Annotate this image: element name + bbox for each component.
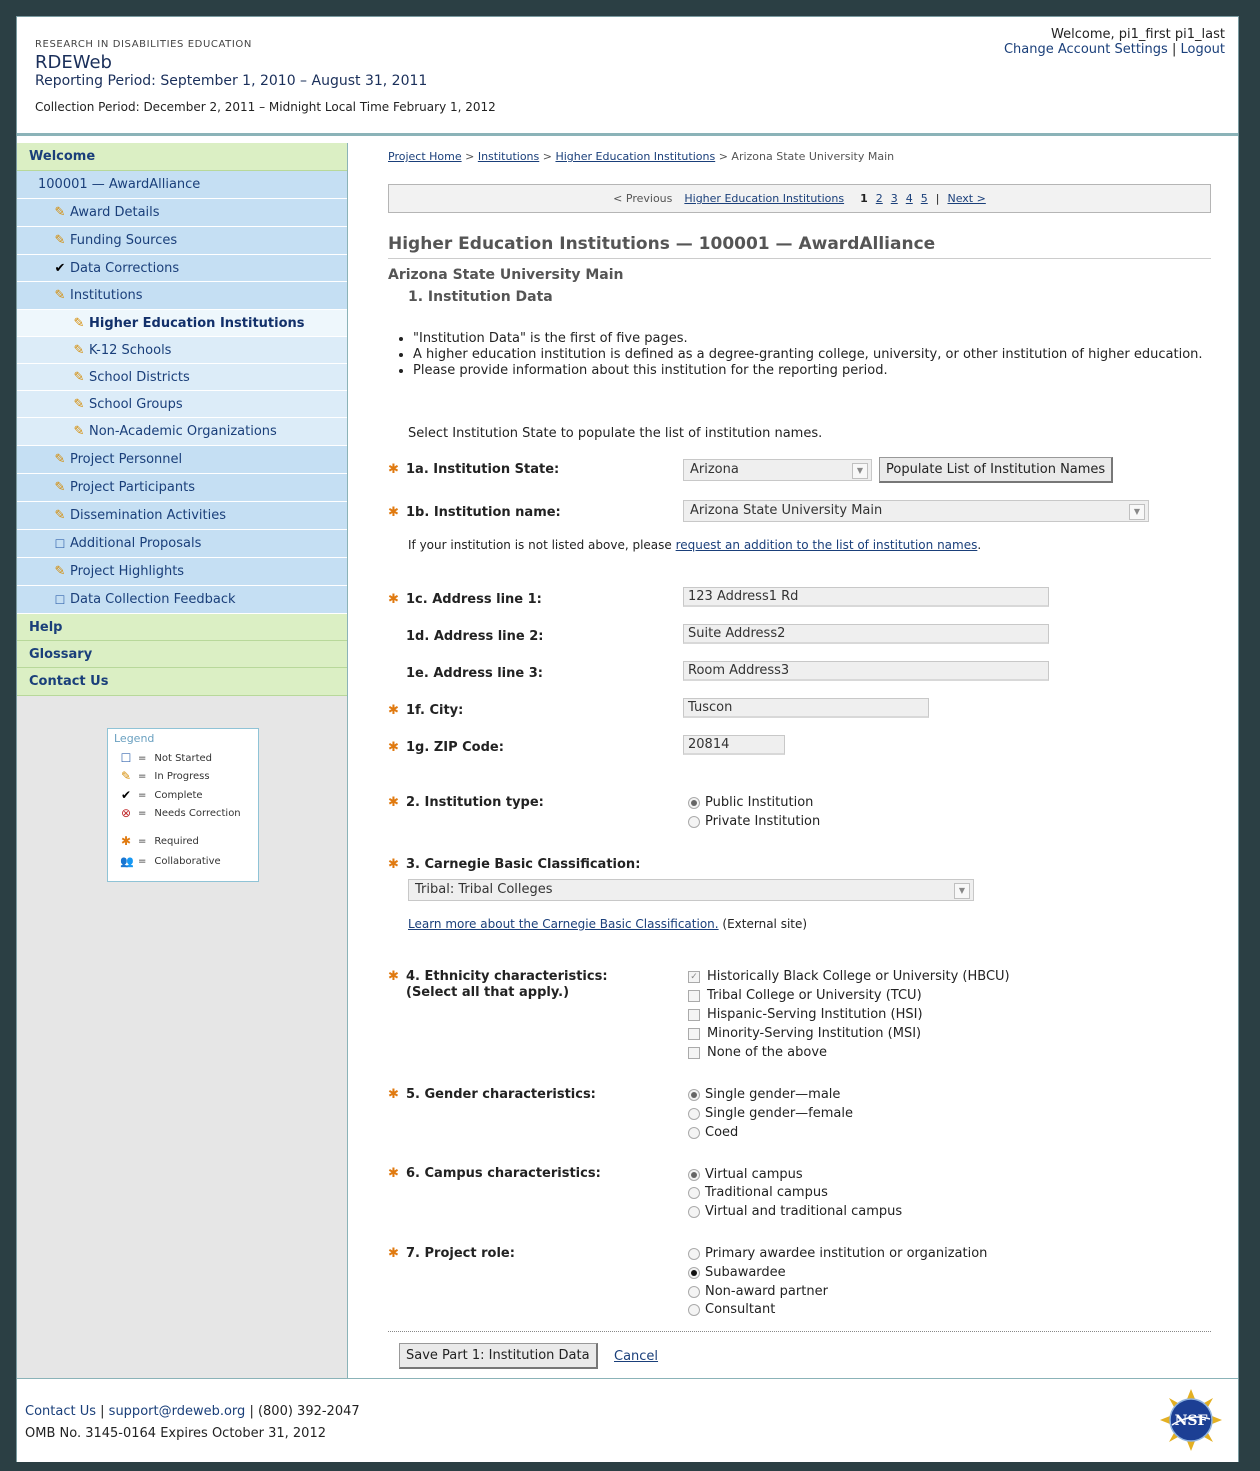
question-text: 7. Project role: xyxy=(406,1246,515,1261)
option-label: None of the above xyxy=(707,1045,828,1060)
footer-contact-line xyxy=(25,1404,360,1419)
option-label: Single gender—female xyxy=(705,1106,853,1121)
asterisk-icon: ✱ xyxy=(388,1087,399,1102)
option-label: Single gender—male xyxy=(705,1087,841,1102)
ethnicity-hbcu-checkbox[interactable] xyxy=(688,969,1010,984)
question-text: 5. Gender characteristics: xyxy=(406,1087,596,1102)
nav-label: Non-Academic Organizations xyxy=(89,424,277,439)
pencil-icon: ✎ xyxy=(54,205,66,220)
radio-control xyxy=(688,1248,700,1260)
question-subtext: (Select all that apply.) xyxy=(406,985,570,1000)
nav-data-corrections[interactable] xyxy=(17,255,347,282)
page-title: Higher Education Institutions — 100001 — AwardAlliance xyxy=(388,234,1211,259)
option-label: Subawardee xyxy=(705,1265,786,1280)
crumb-hei[interactable]: Higher Education Institutions xyxy=(555,150,716,163)
question-text: 1g. ZIP Code: xyxy=(406,740,504,755)
legend-row xyxy=(118,751,212,765)
legend-row xyxy=(118,769,210,783)
nav-higher-education[interactable] xyxy=(17,310,347,337)
q1c-label xyxy=(388,592,542,607)
pencil-icon: ✎ xyxy=(73,396,85,412)
separator: | xyxy=(100,1404,105,1419)
intro-list xyxy=(400,331,1203,379)
not-listed-note xyxy=(408,538,981,552)
nav-label: Welcome xyxy=(29,149,96,164)
option-label: Virtual and traditional campus xyxy=(705,1204,903,1219)
pencil-icon: ✎ xyxy=(73,424,85,439)
check-icon: ✔ xyxy=(120,788,132,802)
breadcrumb xyxy=(388,150,894,163)
nav-label: School Groups xyxy=(89,396,183,412)
option-label: Traditional campus xyxy=(705,1185,828,1200)
nav-label: Project Highlights xyxy=(70,564,185,579)
cancel-link[interactable]: Cancel xyxy=(614,1349,659,1364)
carnegie-link[interactable]: Learn more about the Carnegie Basic Classification. xyxy=(408,917,719,931)
welcome-text: Welcome, pi1_first pi1_last xyxy=(1051,27,1225,42)
legend-row xyxy=(118,834,199,848)
radio-control xyxy=(688,1267,700,1279)
pencil-icon: ✎ xyxy=(54,564,66,579)
role-primary-radio[interactable] xyxy=(688,1246,987,1261)
nav-label: School Districts xyxy=(89,369,190,385)
radio-control xyxy=(688,816,700,828)
option-label: Historically Black College or University (HBCU) xyxy=(707,969,1010,984)
change-account-link[interactable]: Change Account Settings xyxy=(1003,42,1168,57)
legend-eq: = xyxy=(138,770,147,782)
nav-label: Award Details xyxy=(70,205,160,220)
radio-control xyxy=(688,1206,700,1218)
campus-both-radio[interactable] xyxy=(688,1204,902,1219)
institution-heading: Arizona State University Main xyxy=(388,267,624,283)
checkbox-control xyxy=(688,990,700,1002)
crumb-institutions[interactable]: Institutions xyxy=(477,150,540,163)
asterisk-icon: ✱ xyxy=(388,795,399,810)
reporting-period: Reporting Period: September 1, 2010 – August 31, 2011 xyxy=(35,73,428,89)
q1f-label xyxy=(388,703,463,718)
nav-contact[interactable] xyxy=(17,668,347,696)
address-line1-input[interactable]: 123 Address1 Rd xyxy=(683,587,1049,607)
ethnicity-none-checkbox[interactable] xyxy=(688,1045,827,1060)
nav-label: Dissemination Activities xyxy=(70,508,226,523)
pager-section-link[interactable]: Higher Education Institutions xyxy=(684,192,845,205)
q3-label xyxy=(388,857,640,872)
people-icon: 👥 xyxy=(120,855,132,868)
nav-funding-sources[interactable] xyxy=(17,227,347,255)
option-label: Primary awardee institution or organization xyxy=(705,1246,988,1261)
radio-control xyxy=(688,1187,700,1199)
intro-item: • "Institution Data" is the first of five pages. xyxy=(413,331,1203,347)
city-input[interactable]: Tuscon xyxy=(683,698,929,718)
nav-institutions[interactable] xyxy=(17,282,347,310)
role-consultant-radio[interactable] xyxy=(688,1302,775,1317)
question-text: 2. Institution type: xyxy=(406,795,544,810)
q1b-label xyxy=(388,505,561,520)
legend-label: In Progress xyxy=(154,770,210,782)
question-text: 1e. Address line 3: xyxy=(406,666,543,681)
pencil-icon: ✎ xyxy=(54,508,66,523)
campus-virtual-radio[interactable] xyxy=(688,1167,803,1182)
pager-page-4[interactable]: 4 xyxy=(905,192,913,205)
footer-email-link[interactable]: support@rdeweb.org xyxy=(108,1404,246,1419)
nav-project-participants[interactable] xyxy=(17,474,347,502)
gender-female-radio[interactable] xyxy=(688,1106,853,1121)
pencil-icon: ✎ xyxy=(54,288,66,303)
crumb-current: Arizona State University Main xyxy=(731,150,895,163)
option-label: Virtual campus xyxy=(705,1167,803,1182)
pencil-icon: ✎ xyxy=(54,480,66,495)
option-label: Hispanic-Serving Institution (HSI) xyxy=(707,1007,923,1022)
ethnicity-tcu-checkbox[interactable] xyxy=(688,988,922,1003)
asterisk-icon: ✱ xyxy=(388,462,399,477)
separator: | xyxy=(249,1404,254,1419)
carnegie-select[interactable] xyxy=(408,879,974,901)
asterisk-icon: ✱ xyxy=(388,505,399,520)
footer-omb: OMB No. 3145-0164 Expires October 31, 2012 xyxy=(25,1426,326,1441)
role-subawardee-radio[interactable] xyxy=(688,1265,786,1280)
radio-control xyxy=(688,1089,700,1101)
nav-label: Institutions xyxy=(70,288,143,303)
nav-additional-proposals[interactable] xyxy=(17,530,347,558)
request-addition-link[interactable]: request an addition to the list of institution names xyxy=(675,538,978,552)
asterisk-icon: ✱ xyxy=(120,834,132,848)
account-area xyxy=(1004,27,1225,57)
note-text: If your institution is not listed above, please xyxy=(408,538,672,552)
nav-label: Glossary xyxy=(29,646,93,662)
question-text: 1d. Address line 2: xyxy=(406,629,544,644)
legend-label: Needs Correction xyxy=(154,807,241,819)
app-title: RDEWeb xyxy=(35,52,112,73)
separator: | xyxy=(1171,42,1177,57)
nsf-logo-icon xyxy=(1160,1389,1222,1451)
nav-label: Data Collection Feedback xyxy=(70,592,236,607)
box-icon: ☐ xyxy=(54,592,66,607)
crumb-sep: > xyxy=(465,150,475,163)
org-name: RESEARCH IN DISABILITIES EDUCATION xyxy=(35,39,252,50)
radio-control xyxy=(688,1286,700,1298)
role-nonaward-radio[interactable] xyxy=(688,1284,828,1299)
q1e-label xyxy=(388,666,543,681)
box-icon: ☐ xyxy=(120,751,132,765)
select-value: Tribal: Tribal Colleges xyxy=(415,882,553,897)
option-label: Non-award partner xyxy=(705,1284,828,1299)
nav-label: Higher Education Institutions xyxy=(89,315,305,331)
institution-name-select[interactable] xyxy=(683,500,1149,522)
pencil-icon: ✎ xyxy=(54,233,66,248)
legend-eq: = xyxy=(138,789,147,801)
chevron-down-icon: ▼ xyxy=(852,463,868,479)
q7-label xyxy=(388,1246,515,1261)
option-label: Tribal College or University (TCU) xyxy=(707,988,922,1003)
footer-contact-link[interactable]: Contact Us xyxy=(25,1404,96,1419)
nav-label: Funding Sources xyxy=(70,233,178,248)
q6-label xyxy=(388,1166,601,1181)
external-note: (External site) xyxy=(722,917,808,931)
legend-label: Not Started xyxy=(154,752,213,764)
nav-label: Project Personnel xyxy=(70,452,183,467)
nav-school-groups[interactable] xyxy=(17,391,347,418)
nav-project-personnel[interactable] xyxy=(17,446,347,474)
q2-label xyxy=(388,795,544,810)
question-text: 6. Campus characteristics: xyxy=(406,1166,601,1181)
legend-label: Complete xyxy=(154,789,203,801)
q4-sublabel xyxy=(388,985,569,1000)
campus-traditional-radio[interactable] xyxy=(688,1185,828,1200)
section-heading: 1. Institution Data xyxy=(408,289,553,305)
pencil-icon: ✎ xyxy=(73,315,85,331)
checkbox-control xyxy=(688,1047,700,1059)
nav-glossary[interactable] xyxy=(17,641,347,668)
crumb-project-home[interactable]: Project Home xyxy=(388,150,462,163)
collection-period: Collection Period: December 2, 2011 – Midnight Local Time February 1, 2012 xyxy=(35,100,496,114)
institution-state-select[interactable] xyxy=(683,459,872,481)
header xyxy=(17,17,1238,136)
legend-label: Required xyxy=(154,835,199,847)
pager-next[interactable]: Next > xyxy=(947,192,986,205)
question-text: 1c. Address line 1: xyxy=(406,592,542,607)
legend-eq: = xyxy=(138,856,147,867)
zip-input[interactable]: 20814 xyxy=(683,735,785,755)
pencil-icon: ✎ xyxy=(54,452,66,467)
check-icon: ✔ xyxy=(54,260,66,276)
populate-button[interactable]: Populate List of Institution Names xyxy=(879,457,1113,483)
question-text: 1b. Institution name: xyxy=(406,505,561,520)
legend-row xyxy=(118,788,203,802)
pager-sep: | xyxy=(935,192,940,205)
save-button[interactable]: Save Part 1: Institution Data xyxy=(399,1343,598,1369)
legend-box xyxy=(107,728,259,882)
question-text: 1a. Institution State: xyxy=(406,462,560,477)
chevron-down-icon: ▼ xyxy=(954,883,970,899)
pencil-icon: ✎ xyxy=(73,342,85,358)
legend-title: Legend xyxy=(114,732,155,745)
radio-control xyxy=(688,797,700,809)
nav-label: K-12 Schools xyxy=(89,342,172,358)
option-label: Private Institution xyxy=(705,814,821,829)
nav-school-districts[interactable] xyxy=(17,364,347,391)
nav-award-details[interactable] xyxy=(17,199,347,227)
radio-control xyxy=(688,1108,700,1120)
address-line2-input[interactable]: Suite Address2 xyxy=(683,624,1049,644)
question-text: 4. Ethnicity characteristics: xyxy=(406,969,608,984)
asterisk-icon: ✱ xyxy=(388,1246,399,1261)
legend-eq: = xyxy=(138,807,147,819)
pager-page-5[interactable]: 5 xyxy=(920,192,928,205)
nav-help[interactable] xyxy=(17,614,347,641)
pager-previous: < Previous xyxy=(613,192,673,205)
ethnicity-hsi-checkbox[interactable] xyxy=(688,1007,923,1022)
select-value: Arizona State University Main xyxy=(690,503,883,518)
crumb-sep: > xyxy=(718,150,728,163)
option-label: Minority-Serving Institution (MSI) xyxy=(707,1026,922,1041)
q1d-label xyxy=(388,629,543,644)
checkbox-control xyxy=(688,1028,700,1040)
intro-item: • Please provide information about this institution for the reporting period. xyxy=(413,363,1203,379)
checkbox-control xyxy=(688,1009,700,1021)
nav-dissemination[interactable] xyxy=(17,502,347,530)
error-icon: ⊗ xyxy=(120,806,132,820)
checkbox-control: ✓ xyxy=(688,971,700,983)
intro-item: • A higher education institution is defined as a degree-granting college, university, or other institution of higher education. xyxy=(413,347,1203,363)
form-divider xyxy=(388,1331,1211,1332)
pager-page-3[interactable]: 3 xyxy=(890,192,898,205)
legend-label: Collaborative xyxy=(154,856,221,867)
logout-link[interactable]: Logout xyxy=(1180,42,1225,57)
nav-award[interactable] xyxy=(17,171,347,199)
pencil-icon: ✎ xyxy=(73,369,85,385)
legend-row xyxy=(118,806,241,820)
radio-control xyxy=(688,1304,700,1316)
question-text: 3. Carnegie Basic Classification: xyxy=(406,857,641,872)
page-frame xyxy=(16,16,1239,1462)
nav-project-highlights[interactable] xyxy=(17,558,347,586)
legend-eq: = xyxy=(138,835,147,847)
q4-label xyxy=(388,969,608,984)
box-icon: ☐ xyxy=(54,536,66,551)
nav-label: 100001 — AwardAlliance xyxy=(38,177,201,192)
nav-k12-schools[interactable] xyxy=(17,337,347,364)
nav-label: Help xyxy=(29,619,63,635)
type-public-radio[interactable] xyxy=(688,795,813,810)
nav-welcome[interactable] xyxy=(17,143,347,171)
note-period: . xyxy=(977,538,982,552)
q5-label xyxy=(388,1087,596,1102)
option-label: Public Institution xyxy=(705,795,814,810)
type-private-radio[interactable] xyxy=(688,814,820,829)
option-label: Coed xyxy=(705,1125,739,1140)
asterisk-icon: ✱ xyxy=(388,857,399,872)
nav-label: Data Corrections xyxy=(70,260,180,276)
q1g-label xyxy=(388,740,504,755)
svg-text:NSF: NSF xyxy=(1174,1413,1208,1429)
radio-control xyxy=(688,1169,700,1181)
gender-male-radio[interactable] xyxy=(688,1087,840,1102)
nav-label: Additional Proposals xyxy=(70,536,202,551)
asterisk-icon: ✱ xyxy=(388,740,399,755)
pencil-icon: ✎ xyxy=(120,769,132,783)
select-value: Arizona xyxy=(690,462,739,477)
crumb-sep: > xyxy=(542,150,552,163)
nav-non-academic[interactable] xyxy=(17,418,347,446)
pager-page-1: 1 xyxy=(860,192,868,205)
asterisk-icon: ✱ xyxy=(388,1166,399,1181)
asterisk-icon: ✱ xyxy=(388,969,399,984)
pager-page-2[interactable]: 2 xyxy=(875,192,883,205)
address-line3-input[interactable]: Room Address3 xyxy=(683,661,1049,681)
carnegie-note xyxy=(408,917,807,931)
asterisk-icon: ✱ xyxy=(388,592,399,607)
nav-label: Contact Us xyxy=(29,674,109,689)
question-text: 1f. City: xyxy=(406,703,464,718)
asterisk-icon: ✱ xyxy=(388,703,399,718)
gender-coed-radio[interactable] xyxy=(688,1125,738,1140)
radio-control xyxy=(688,1127,700,1139)
legend-row xyxy=(118,855,221,868)
nav-label: Project Participants xyxy=(70,480,195,495)
pager xyxy=(388,184,1211,213)
q1a-label xyxy=(388,462,559,477)
nav-data-collection-feedback[interactable] xyxy=(17,586,347,614)
legend-eq: = xyxy=(138,752,147,764)
ethnicity-msi-checkbox[interactable] xyxy=(688,1026,921,1041)
footer-phone: (800) 392-2047 xyxy=(257,1404,360,1419)
select-note: Select Institution State to populate the list of institution names. xyxy=(408,426,823,441)
footer xyxy=(17,1378,1238,1462)
sidebar xyxy=(17,143,348,1378)
option-label: Consultant xyxy=(705,1302,776,1317)
chevron-down-icon: ▼ xyxy=(1129,504,1145,520)
